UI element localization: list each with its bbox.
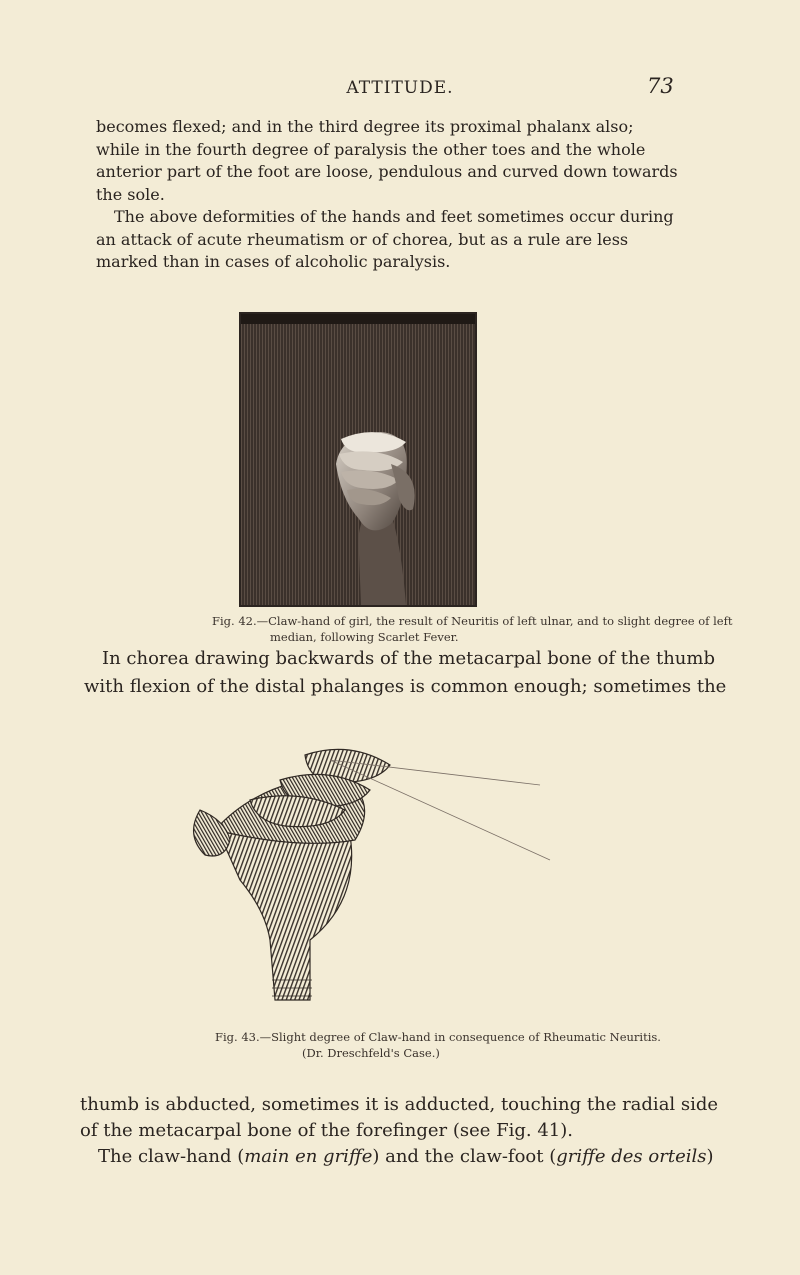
text-line: with flexion of the distal phalanges is common enough; sometimes the	[84, 676, 727, 697]
french-term: main en griffe	[244, 1146, 373, 1167]
text-line: The above deformities of the hands and feet sometimes occur during	[114, 207, 674, 226]
text-line: thumb is abducted, sometimes it is adducted, touching the radial side	[80, 1094, 719, 1115]
text-line: an attack of acute rheumatism or of chorea, but as a rule are less	[96, 229, 629, 249]
text-line: In chorea drawing backwards of the metacarpal bone of the thumb	[102, 648, 715, 669]
figure-43-engraving	[180, 740, 570, 1020]
paragraph-4	[80, 1092, 720, 1170]
french-term: griffe des orteils	[556, 1146, 707, 1167]
claw-hand-photo-image	[241, 314, 475, 605]
text-segment: )	[706, 1146, 714, 1167]
paragraph-2	[96, 206, 706, 274]
figure-43-caption-continued: (Dr. Dreschfeld's Case.)	[302, 1046, 440, 1060]
figure-42-photograph	[239, 312, 477, 607]
figure-43-caption: Fig. 43.—Slight degree of Claw-hand in consequence of Rheumatic Neuritis.	[215, 1030, 661, 1044]
page-number: 73	[647, 74, 674, 98]
text-line	[80, 1144, 720, 1170]
text-line: while in the fourth degree of paralysis the other toes and the whole	[96, 139, 646, 159]
text-segment: ) and the claw-foot (	[372, 1146, 557, 1167]
text-line: becomes flexed; and in the third degree its proximal phalanx also;	[96, 117, 634, 136]
claw-hand-engraving-image	[180, 740, 570, 1020]
running-head: ATTITUDE.	[346, 78, 454, 98]
text-line: of the metacarpal bone of the forefinger (see Fig. 41).	[80, 1120, 574, 1141]
paragraph-3	[84, 645, 727, 701]
text-line: marked than in cases of alcoholic paralysis.	[96, 252, 451, 271]
text-line: the sole.	[96, 184, 165, 204]
text-line: anterior part of the foot are loose, pendulous and curved down towards	[96, 162, 678, 181]
text-segment: The claw-hand (	[98, 1146, 245, 1167]
paragraph-1	[96, 116, 706, 206]
figure-42-caption-continued: median, following Scarlet Fever.	[270, 630, 459, 644]
figure-42-caption: Fig. 42.—Claw-hand of girl, the result of Neuritis of left ulnar, and to slight degree of left	[212, 614, 733, 628]
